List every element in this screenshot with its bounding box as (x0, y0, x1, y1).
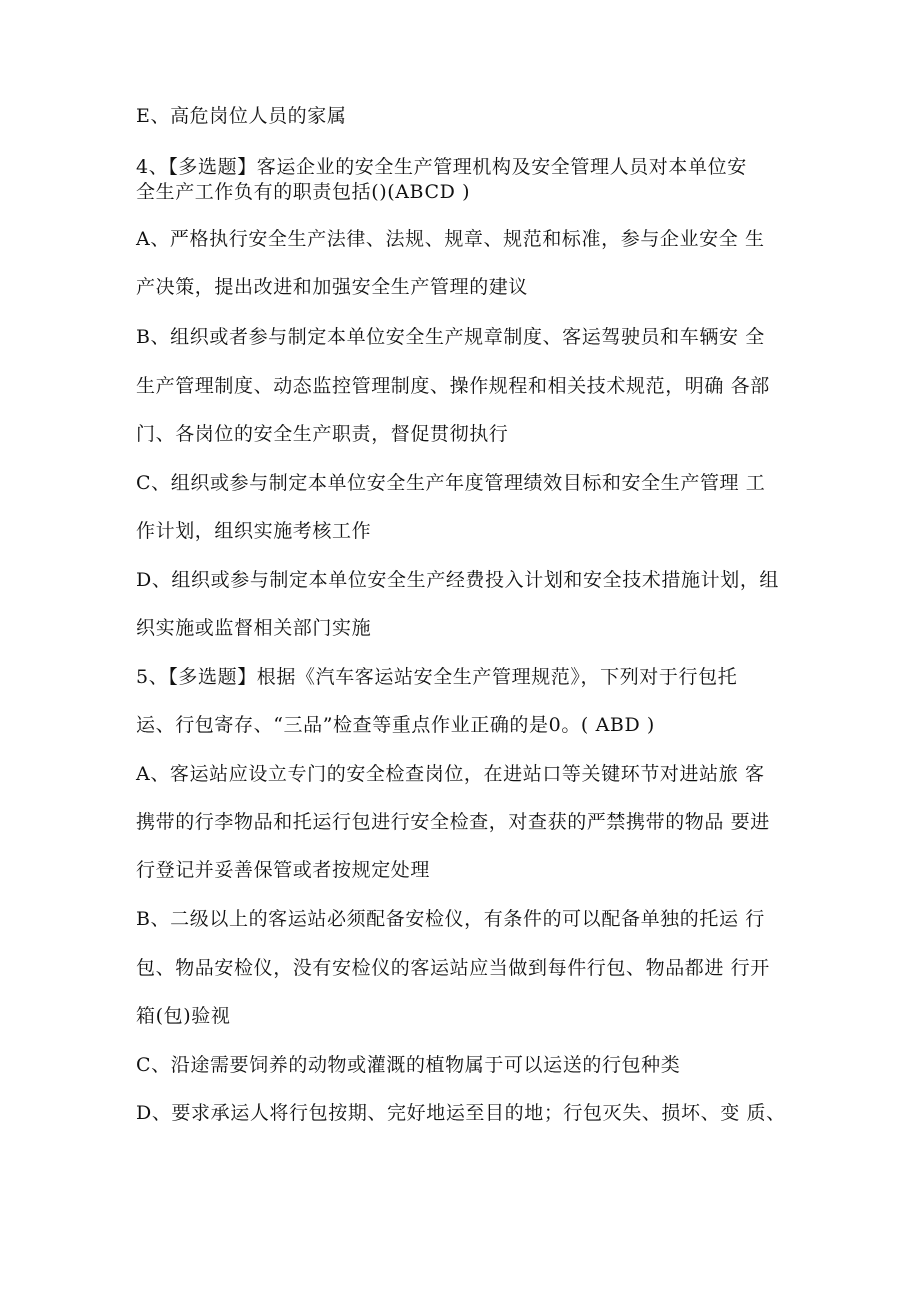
q4-option-a-line-2: 产决策，提出改进和加强安全生产管理的建议 (136, 276, 529, 298)
q4-option-d-line-2: 织实施或监督相关部门实施 (136, 617, 372, 639)
option-e-line: E、高危岗位人员的家属 (136, 105, 347, 127)
q4-option-b-line-1: B、组织或者参与制定本单位安全生产规章制度、客运驾驶员和车辆安 全 (136, 326, 765, 348)
question-4-line-2: 全生产工作负有的职责包括()(ABCD ) (136, 181, 471, 203)
q5-option-c-line: C、沿途需要饲养的动物或灌溉的植物属于可以运送的行包种类 (136, 1054, 681, 1076)
question-4-line-1: 4、【多选题】客运企业的安全生产管理机构及安全管理人员对本单位安 (136, 156, 747, 178)
q5-option-b-line-2: 包、物品安检仪，没有安检仪的客运站应当做到每件行包、物品都进 行开 (136, 957, 770, 979)
q5-option-a-line-3: 行登记并妥善保管或者按规定处理 (136, 859, 431, 881)
q4-option-b-line-2: 生产管理制度、动态监控管理制度、操作规程和相关技术规范，明确 各部 (136, 375, 770, 397)
q4-option-a-line-1: A、严格执行安全生产法律、法规、规章、规范和标准，参与企业安全 生 (136, 228, 765, 250)
q4-option-c-line-1: C、组织或参与制定本单位安全生产年度管理绩效目标和安全生产管理 工 (136, 472, 766, 494)
question-5-line-1: 5、【多选题】根据《汽车客运站安全生产管理规范》，下列对于行包托 (136, 666, 738, 688)
q5-option-b-line-3: 箱(包)验视 (136, 1005, 231, 1027)
q4-option-b-line-3: 门、各岗位的安全生产职责，督促贯彻执行 (136, 423, 509, 445)
q5-option-a-line-1: A、客运站应设立专门的安全检查岗位，在进站口等关键环节对进站旅 客 (136, 763, 765, 785)
q5-option-d-line: D、要求承运人将行包按期、完好地运至目的地；行包灭失、损坏、变 质、 (136, 1102, 786, 1124)
q4-option-d-line-1: D、组织或参与制定本单位安全生产经费投入计划和安全技术措施计划，组 (136, 569, 780, 591)
q5-option-a-line-2: 携带的行李物品和托运行包进行安全检查，对查获的严禁携带的物品 要进 (136, 811, 770, 833)
q4-option-c-line-2: 作计划，组织实施考核工作 (136, 520, 372, 542)
q5-option-b-line-1: B、二级以上的客运站必须配备安检仪，有条件的可以配备单独的托运 行 (136, 908, 765, 930)
question-5-line-2: 运、行包寄存、“三品”检查等重点作业正确的是0。( ABD ) (136, 714, 655, 736)
